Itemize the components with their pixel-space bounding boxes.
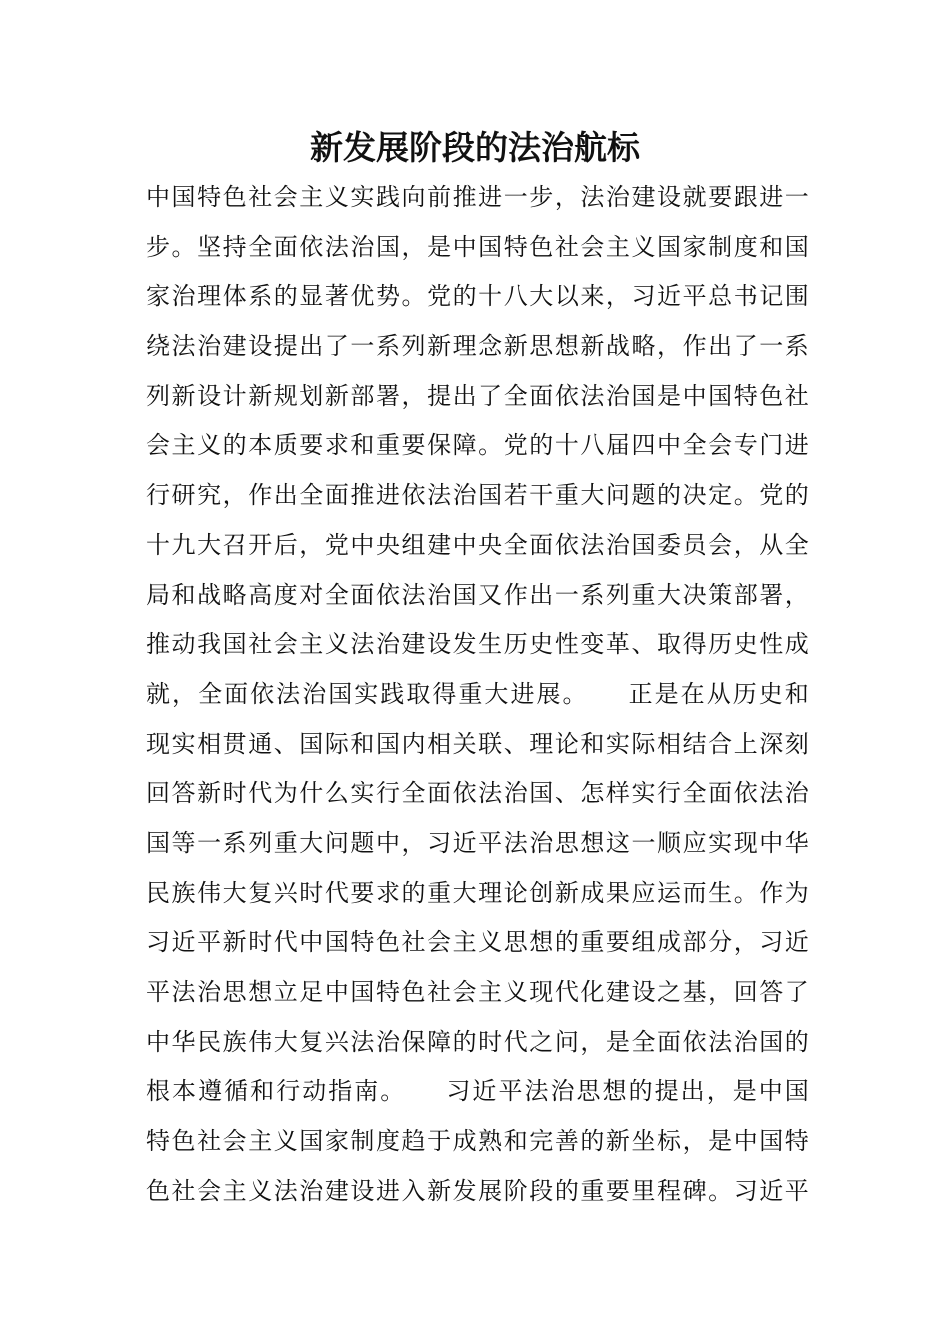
body-line: 国等一系列重大问题中，习近平法治思想这一顺应实现中华: [146, 828, 810, 857]
body-line: 民族伟大复兴时代要求的重大理论创新成果应运而生。作为: [146, 878, 810, 907]
body-line: 平法治思想立足中国特色社会主义现代化建设之基，回答了: [146, 978, 810, 1006]
body-line: 会主义的本质要求和重要保障。党的十八届四中全会专门进: [146, 431, 810, 460]
document-body: [146, 173, 810, 1216]
body-line: 根本遵循和行动指南。 习近平法治思想的提出，是中国: [146, 1077, 810, 1106]
body-line: 十九大召开后，党中央组建中央全面依法治国委员会，从全: [146, 530, 810, 559]
body-line: 家治理体系的显著优势。党的十八大以来，习近平总书记围: [146, 282, 810, 311]
body-line: 色社会主义法治建设进入新发展阶段的重要里程碑。习近平: [146, 1176, 810, 1205]
body-line: 绕法治建设提出了一系列新理念新思想新战略，作出了一系: [146, 332, 810, 361]
body-line: 推动我国社会主义法治建设发生历史性变革、取得历史性成: [146, 630, 810, 659]
body-line: 中国特色社会主义实践向前推进一步，法治建设就要跟进一: [146, 183, 810, 211]
document-title: 新发展阶段的法治航标: [310, 128, 640, 167]
body-line: 中华民族伟大复兴法治保障的时代之问，是全面依法治国的: [146, 1027, 810, 1056]
body-line: 现实相贯通、国际和国内相关联、理论和实际相结合上深刻: [146, 729, 810, 758]
body-line: 特色社会主义国家制度趋于成熟和完善的新坐标，是中国特: [146, 1127, 810, 1156]
body-line: 行研究，作出全面推进依法治国若干重大问题的决定。党的: [146, 481, 810, 510]
body-line: 回答新时代为什么实行全面依法治国、怎样实行全面依法治: [146, 779, 810, 808]
body-line: 习近平新时代中国特色社会主义思想的重要组成部分，习近: [146, 928, 810, 957]
body-line: 列新设计新规划新部署，提出了全面依法治国是中国特色社: [146, 381, 810, 410]
body-line: 就，全面依法治国实践取得重大进展。 正是在从历史和: [146, 679, 810, 708]
body-line: 步。坚持全面依法治国，是中国特色社会主义国家制度和国: [146, 232, 810, 261]
body-line: 局和战略高度对全面依法治国又作出一系列重大决策部署，: [146, 580, 810, 609]
